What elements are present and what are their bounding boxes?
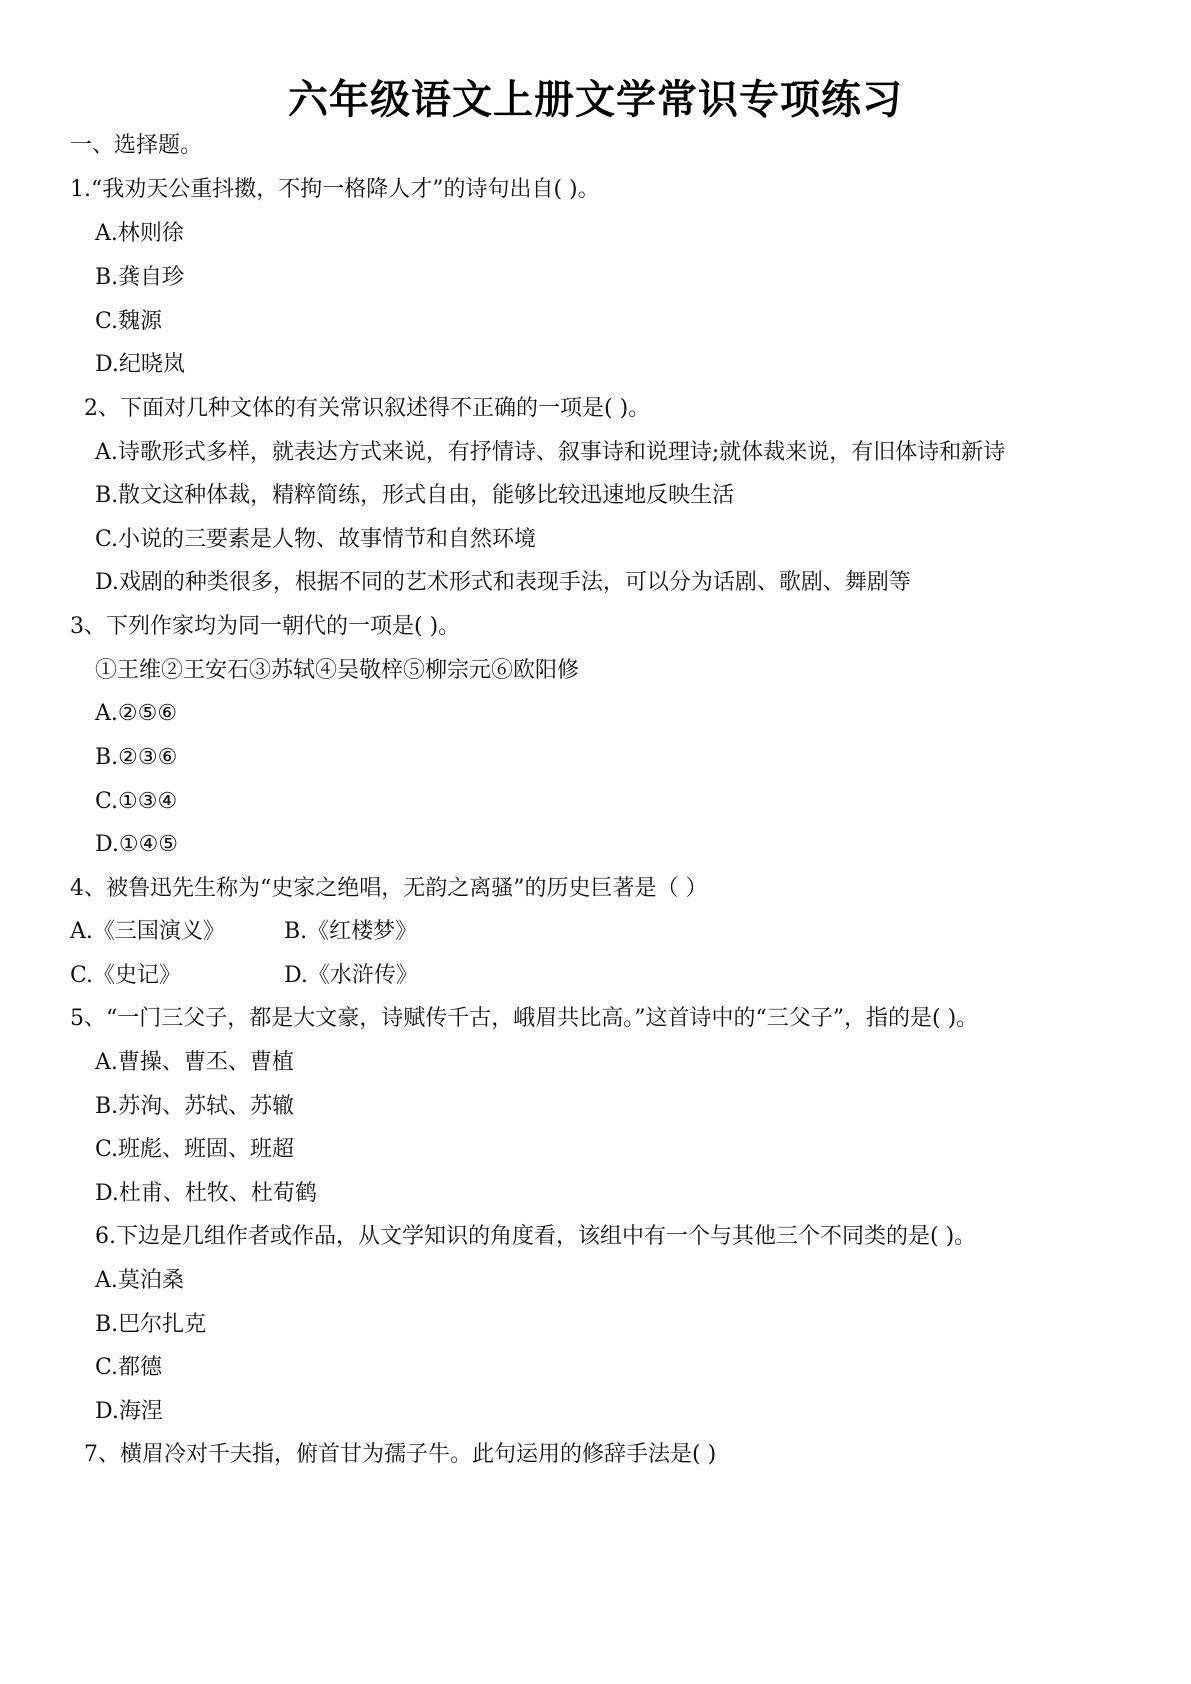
question-2-option-b: B.散文这种体裁，精粹简练，形式自由，能够比较迅速地反映生活 (95, 483, 735, 508)
question-4-options-row-2 (70, 961, 418, 991)
question-5-stem: 5、“一门三父子，都是大文豪，诗赋传千古，峨眉共比高。”这首诗中的“三父子”，指的是( )。 (70, 1006, 979, 1031)
question-5-option-a: A.曹操、曹丕、曹植 (95, 1050, 294, 1075)
question-1-option-b: B.龚自珍 (95, 265, 185, 290)
question-4-option-d: D.《水浒传》 (284, 963, 418, 988)
question-5-option-c: C.班彪、班固、班超 (95, 1137, 295, 1162)
question-3-option-b: B.②③⑥ (95, 745, 178, 770)
question-1-option-c: C.魏源 (95, 309, 163, 334)
question-1-stem: 1.“我劝天公重抖擞，不拘一格降人才”的诗句出自( )。 (70, 177, 600, 202)
section-heading: 一、选择题。 (70, 133, 203, 158)
question-6-option-b: B.巴尔扎克 (95, 1312, 207, 1337)
question-3-note: ①王维②王安石③苏轼④吴敬梓⑤柳宗元⑥欧阳修 (95, 658, 580, 683)
question-1-option-a: A.林则徐 (95, 221, 184, 246)
question-7-stem: 7、横眉冷对千夫指，俯首甘为孺子牛。此句运用的修辞手法是( ) (84, 1442, 717, 1467)
question-6-option-a: A.莫泊桑 (95, 1268, 184, 1293)
question-6-option-d: D.海涅 (95, 1399, 163, 1424)
question-3-stem: 3、下列作家均为同一朝代的一项是( )。 (70, 614, 461, 639)
question-6-stem: 6.下边是几组作者或作品，从文学知识的角度看，该组中有一个与其他三个不同类的是( )。 (95, 1224, 977, 1249)
question-4-options-row-1 (70, 917, 417, 947)
question-4-stem: 4、被鲁迅先生称为“史家之绝唱，无韵之离骚”的历史巨著是（ ） (70, 876, 708, 901)
question-4-option-b: B.《红楼梦》 (284, 919, 418, 944)
question-5-option-b: B.苏洵、苏轼、苏辙 (95, 1094, 295, 1119)
question-6-option-c: C.都德 (95, 1355, 163, 1380)
question-2-option-a: A.诗歌形式多样，就表达方式来说，有抒情诗、叙事诗和说理诗;就体裁来说，有旧体诗和新诗 (95, 440, 1006, 465)
question-3-option-a: A.②⑤⑥ (95, 701, 178, 726)
question-4-option-c: C.《史记》 (70, 963, 182, 988)
question-5-option-d: D.杜甫、杜牧、杜荀鹤 (95, 1181, 317, 1206)
question-3-option-c: C.①③④ (95, 789, 178, 814)
question-2-option-d: D.戏剧的种类很多，根据不同的艺术形式和表现手法，可以分为话剧、歌剧、舞剧等 (95, 570, 911, 595)
question-1-option-d: D.纪晓岚 (95, 352, 185, 377)
page-title: 六年级语文上册文学常识专项练习 (288, 76, 903, 123)
question-2-stem: 2、下面对几种文体的有关常识叙述得不正确的一项是( )。 (84, 396, 651, 421)
question-4-option-a: A.《三国演义》 (70, 919, 225, 944)
question-3-option-d: D.①④⑤ (95, 832, 179, 857)
question-2-option-c: C.小说的三要素是人物、故事情节和自然环境 (95, 527, 537, 552)
